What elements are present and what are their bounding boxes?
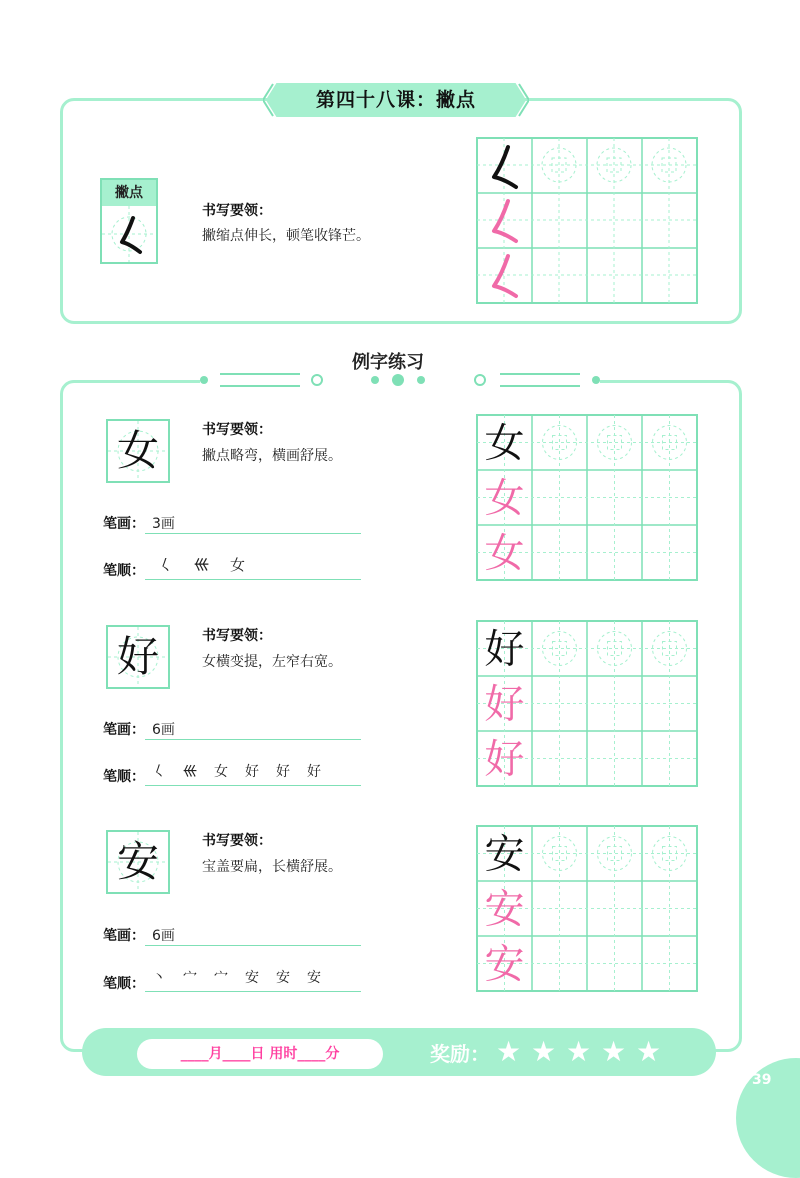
reward-star-icon[interactable]: ★	[531, 1035, 557, 1068]
trace-char: 安	[484, 941, 525, 988]
stroke-order-step: 好	[307, 764, 321, 780]
reward-star-icon[interactable]: ★	[496, 1035, 522, 1068]
example-practice-grid[interactable]	[476, 620, 698, 791]
stroke-box-grid	[102, 206, 156, 262]
example-tip-text: 女横变提，左窄右宽。	[202, 654, 342, 670]
stroke-order-step: 女	[230, 556, 246, 574]
example-demo-box	[106, 419, 170, 483]
stroke-practice-grid	[476, 137, 698, 304]
model-char: 女	[484, 420, 525, 467]
stroke-demo-box	[100, 178, 158, 264]
stroke-count-label: 笔画：	[103, 722, 145, 738]
example-demo-box	[106, 625, 170, 689]
stroke-count-value: 6画	[152, 722, 175, 738]
example-tip-text: 撇点略弯，横画舒展。	[202, 448, 342, 464]
stroke-count-value: 3画	[152, 516, 175, 532]
example-tip-text: 宝盖要扁，长横舒展。	[202, 859, 342, 875]
example-demo-box	[106, 830, 170, 894]
stroke-order-step: 安	[245, 970, 259, 986]
example-tip-label: 书写要领：	[202, 628, 272, 644]
stroke-order-step: 丶	[152, 970, 166, 986]
stroke-order-step: 𡿧	[183, 764, 197, 780]
stroke-order-step: 宀	[214, 970, 228, 986]
stroke-box-label: 撇点	[102, 180, 156, 206]
reward-star-icon[interactable]: ★	[566, 1035, 592, 1068]
stroke-order-step: 𡿧	[194, 556, 210, 574]
stroke-count-value: 6画	[152, 928, 175, 944]
examples-title: 例字练习	[352, 352, 424, 373]
example-char: 女	[116, 426, 159, 475]
decorative-divider	[190, 368, 610, 392]
stroke-order-step: 𡿨	[158, 556, 174, 574]
stroke-count-label: 笔画：	[103, 928, 145, 944]
stroke-order-step: 好	[245, 764, 259, 780]
example-char: 安	[116, 837, 159, 886]
trace-char: 女	[484, 530, 525, 577]
stroke-tip-label: 书写要领：	[202, 203, 272, 219]
example-tip-label: 书写要领：	[202, 422, 272, 438]
trace-char: 女	[484, 475, 525, 522]
lesson-title: 第四十八课：撇点	[315, 89, 476, 111]
trace-char: 好	[484, 681, 525, 728]
reward-label: 奖励：	[430, 1042, 490, 1066]
reward-star-icon[interactable]: ★	[601, 1035, 627, 1068]
model-char: 安	[484, 831, 525, 878]
stroke-order-label: 笔顺：	[103, 769, 145, 785]
stroke-order-label: 笔顺：	[103, 563, 145, 579]
stroke-order-list	[158, 554, 266, 575]
stroke-order-step: 安	[307, 970, 321, 986]
example-practice-grid[interactable]	[476, 414, 698, 585]
stroke-order-step: 安	[276, 970, 290, 986]
date-time-field[interactable]: ____月____日 用时____分	[180, 1046, 340, 1062]
reward-star-icon[interactable]: ★	[636, 1035, 662, 1068]
model-char: 好	[484, 626, 525, 673]
stroke-order-label: 笔顺：	[103, 976, 145, 992]
example-tip-label: 书写要领：	[202, 833, 272, 849]
stroke-order-list	[152, 761, 338, 781]
trace-char: 安	[484, 886, 525, 933]
stroke-count-label: 笔画：	[103, 516, 145, 532]
stroke-order-step: 女	[214, 764, 228, 780]
stroke-tip-text: 撇缩点伸长，顿笔收锋芒。	[202, 228, 370, 244]
stroke-order-list	[152, 967, 338, 987]
stroke-order-step: 好	[276, 764, 290, 780]
trace-char: 好	[484, 736, 525, 783]
example-practice-grid[interactable]	[476, 825, 698, 996]
example-char: 好	[116, 632, 159, 681]
page-number: 39	[752, 1072, 772, 1088]
stroke-order-step: 𡿨	[152, 764, 166, 780]
stroke-order-step: 宀	[183, 970, 197, 986]
